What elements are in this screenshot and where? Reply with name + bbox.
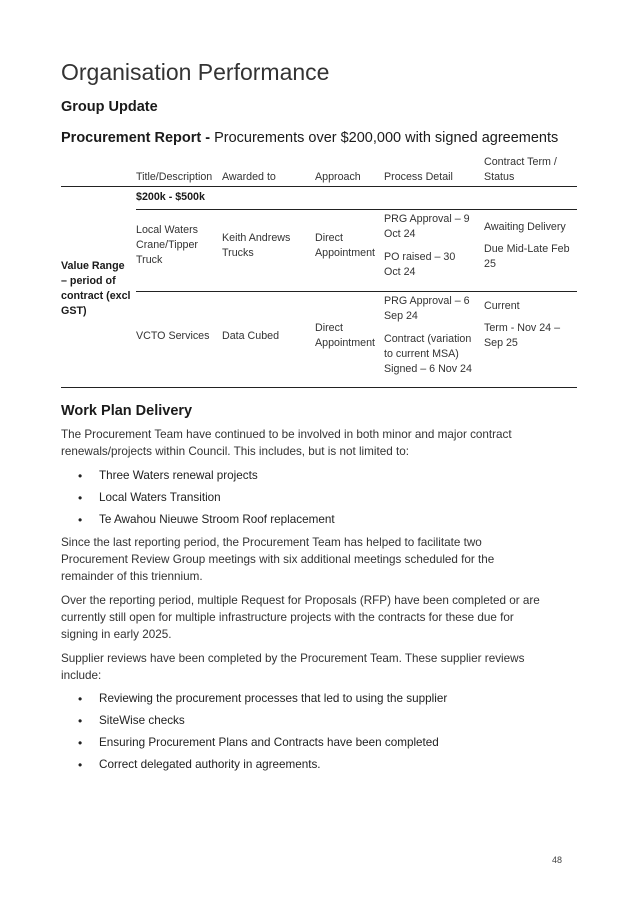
reviews-list <box>61 690 447 778</box>
work-plan-para2: Since the last reporting period, the Procurement Team has helped to facilitate two Procurement Review Group meetings with six additional meetings scheduled for the remainder of this triennium. <box>61 536 495 583</box>
row2-status-1: Current <box>484 300 520 312</box>
range-rule <box>136 209 577 210</box>
procurement-table <box>61 155 577 390</box>
work-plan-para4: Supplier reviews have been completed by the Procurement Team. These supplier reviews include: <box>61 652 525 682</box>
row1-title: Local Waters Crane/Tipper Truck <box>136 224 198 266</box>
row1-process-1: PRG Approval – 9 Oct 24 <box>384 213 470 240</box>
group-update-heading: Group Update <box>61 99 158 115</box>
row1-status-1: Awaiting Delivery <box>484 221 566 233</box>
list-item: • SiteWise checks <box>61 712 447 734</box>
row2-approach: Direct Appointment <box>315 322 376 349</box>
list-item: • Correct delegated authority in agreements. <box>61 756 447 778</box>
procurement-heading-rest: Procurements over $200,000 with signed agreements <box>210 130 559 146</box>
list-item: • Local Waters Transition <box>61 489 335 511</box>
list-item: • Reviewing the procurement processes that led to using the supplier <box>61 690 447 712</box>
header-rule <box>61 186 577 187</box>
col-header-awarded: Awarded to <box>222 171 276 183</box>
projects-list <box>61 467 335 533</box>
row1-rule <box>136 291 577 292</box>
procurement-heading-bold: Procurement Report - <box>61 130 211 146</box>
list-item: • Ensuring Procurement Plans and Contracts have been completed <box>61 734 447 756</box>
row2-process-1: PRG Approval – 6 Sep 24 <box>384 295 470 322</box>
table-bottom-rule <box>61 387 577 388</box>
row2-status-2: Term - Nov 24 – Sep 25 <box>484 322 561 349</box>
col-header-process: Process Detail <box>384 171 453 183</box>
work-plan-heading: Work Plan Delivery <box>61 403 193 419</box>
work-plan-para3: Over the reporting period, multiple Request for Proposals (RFP) have been completed or are currently still open for multiple infrastructure projects with the contracts for these due for signing in early 2025. <box>61 594 540 641</box>
page-title: Organisation Performance <box>61 59 330 85</box>
col-header-status: Contract Term / Status <box>484 156 557 183</box>
row2-awarded: Data Cubed <box>222 330 280 342</box>
list-item: • Three Waters renewal projects <box>61 467 335 489</box>
range-label: $200k - $500k <box>136 191 205 203</box>
row1-awarded: Keith Andrews Trucks <box>222 232 291 259</box>
row1-process-2: PO raised – 30 Oct 24 <box>384 251 456 278</box>
page-number: 48 <box>552 855 563 865</box>
col-header-title: Title/Description <box>136 171 213 183</box>
row1-approach: Direct Appointment <box>315 232 376 259</box>
col-header-approach: Approach <box>315 171 361 183</box>
row1-status-2: Due Mid-Late Feb 25 <box>484 243 570 270</box>
list-item: • Te Awahou Nieuwe Stroom Roof replacement <box>61 511 335 533</box>
row2-title: VCTO Services <box>136 330 210 342</box>
procurement-heading <box>61 130 558 146</box>
value-range-label: Value Range – period of contract (excl GST) <box>61 260 131 317</box>
row2-process-2: Contract (variation to current MSA) Signed – 6 Nov 24 <box>384 333 472 375</box>
work-plan-intro: The Procurement Team have continued to be involved in both minor and major contract renewals/projects within Council. This includes, but is not limited to: <box>61 428 512 458</box>
